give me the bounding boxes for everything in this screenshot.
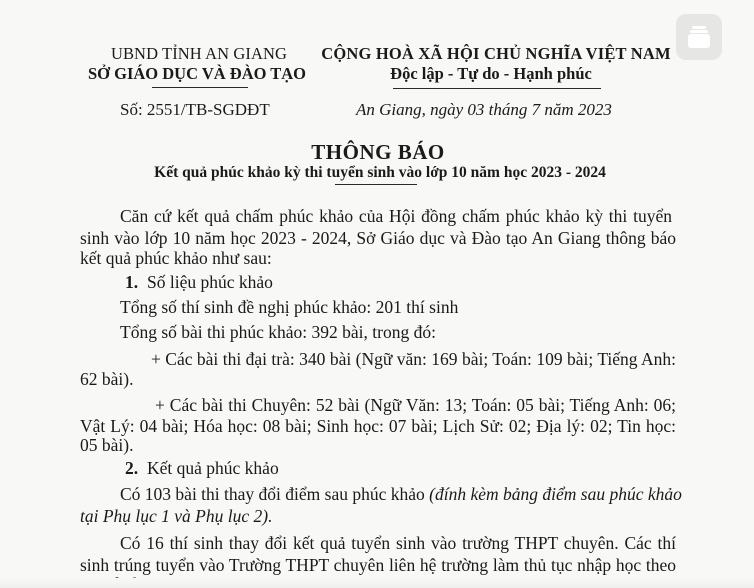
regular-papers-line-2: 62 bài). <box>80 369 134 389</box>
copy-button[interactable] <box>676 14 722 60</box>
section-1-number: 1. <box>125 272 139 292</box>
special-papers-line-1: + Các bài thi Chuyên: 52 bài (Ngữ Văn: 13; Toán: 05 bài; Tiếng Anh: 06; <box>155 395 676 415</box>
page-title: THÔNG BÁO <box>311 140 445 164</box>
title-underline <box>335 184 417 185</box>
changed-scores-line-1 <box>120 486 682 504</box>
section-2-number: 2. <box>125 458 139 478</box>
section-2-title: Kết quả phúc khảo <box>147 458 279 478</box>
regular-papers-line-1: + Các bài thi đại trà: 340 bài (Ngữ văn: 169 bài; Toán: 109 bài; Tiếng Anh: <box>151 349 676 369</box>
total-papers: Tổng số bài thi phúc khảo: 392 bài, trong đó: <box>120 322 436 342</box>
section-1-title: Số liệu phúc khảo <box>147 272 273 292</box>
nation-line-1: CỘNG HOÀ XÃ HỘI CHỦ NGHĨA VIỆT NAM <box>321 44 671 63</box>
changed-scores-attachment: (đính kèm bảng điểm sau phúc khảo <box>429 484 682 504</box>
nation-underline <box>393 88 601 89</box>
total-candidates: Tổng số thí sinh đề nghị phúc khảo: 201 thí sinh <box>120 297 459 317</box>
org-line-2: SỞ GIÁO DỤC VÀ ĐÀO TẠO <box>87 64 307 83</box>
copy-icon <box>684 22 714 52</box>
special-papers-line-3: 05 bài). <box>80 435 134 455</box>
document-date: An Giang, ngày 03 tháng 7 năm 2023 <box>356 100 612 119</box>
admission-line-1: Có 16 thí sinh thay đổi kết quả tuyển sinh vào trường THPT chuyên. Các thí <box>120 533 676 553</box>
org-underline <box>152 87 248 88</box>
org-line-1: UBND TỈNH AN GIANG <box>110 44 288 63</box>
admission-line-2: sinh trúng tuyển vào Trường THPT chuyên liên hệ trường làm thủ tục nhập học theo <box>80 555 676 575</box>
intro-line-3: kết quả phúc khảo như sau: <box>80 248 272 268</box>
bottom-edge <box>0 578 754 588</box>
document-number: Số: 2551/TB-SGDĐT <box>120 100 270 119</box>
intro-line-2: sinh vào lớp 10 năm học 2023 - 2024, Sở Giáo dục và Đào tạo An Giang thông báo <box>80 228 676 248</box>
special-papers-line-2: Vật Lý: 04 bài; Hóa học: 08 bài; Sinh học: 07 bài; Lịch Sử: 02; Địa lý: 02; Tin học: <box>80 416 676 436</box>
nation-line-2: Độc lập - Tự do - Hạnh phúc <box>390 64 592 83</box>
changed-scores-line-2: tại Phụ lục 1 và Phụ lục 2). <box>80 506 273 526</box>
intro-line-1: Căn cứ kết quả chấm phúc khảo của Hội đồng chấm phúc khảo kỳ thi tuyển <box>120 206 672 226</box>
page-subtitle: Kết quả phúc khảo kỳ thi tuyển sinh vào lớp 10 năm học 2023 - 2024 <box>154 164 606 181</box>
changed-scores-text: Có 103 bài thi thay đổi điểm sau phúc khảo <box>120 484 430 504</box>
